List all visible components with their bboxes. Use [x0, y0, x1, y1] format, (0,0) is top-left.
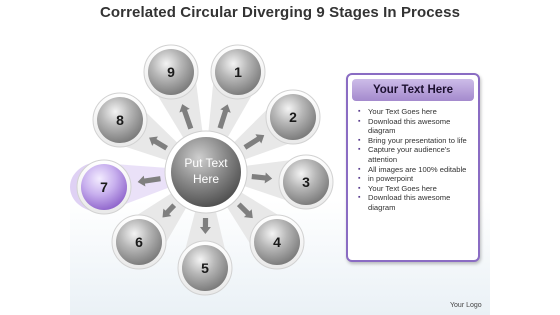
- stage-number: 6: [135, 234, 143, 250]
- panel-header: Your Text Here: [352, 79, 474, 101]
- panel-bullet-list: [348, 107, 478, 213]
- stage-number: 8: [116, 112, 124, 128]
- center-label-line-1: Put Text: [184, 156, 228, 170]
- stage-node-1: [211, 45, 265, 99]
- stage-number: 7: [100, 179, 108, 195]
- stage-number: 1: [234, 64, 242, 80]
- stage-node-9: [144, 45, 198, 99]
- stage-node-4: [250, 215, 304, 269]
- stage-number: 9: [167, 64, 175, 80]
- center-label-line-2: Here: [192, 172, 220, 186]
- stage-node-8: [93, 93, 147, 147]
- stage-number: 4: [273, 234, 281, 250]
- panel-bullet: ▪ Capture your audience's attention: [358, 145, 474, 164]
- stage-number: 3: [302, 174, 310, 190]
- panel-bullet: ▪ Download this awesome diagram: [358, 193, 474, 212]
- panel-bullet: ▪ in powerpoint: [358, 174, 474, 184]
- stage-node-3: [279, 155, 333, 209]
- stage-number: 2: [289, 109, 297, 125]
- stage-node-2: [266, 90, 320, 144]
- text-panel: [346, 73, 480, 262]
- panel-bullet: ▪ Your Text Goes here: [358, 107, 474, 117]
- panel-bullet: ▪ Download this awesome diagram: [358, 117, 474, 136]
- panel-bullet: ▪ Bring your presentation to life: [358, 136, 474, 146]
- slide-title: Correlated Circular Diverging 9 Stages In Process: [99, 4, 461, 21]
- stage-node-5: [178, 241, 232, 295]
- panel-bullet: ▪ All images are 100% editable: [358, 165, 474, 175]
- stage-node-6: [112, 215, 166, 269]
- center-hub: [165, 131, 247, 213]
- stage-number: 5: [201, 260, 209, 276]
- panel-bullet: ▪ Your Text Goes here: [358, 184, 474, 194]
- logo-text: Your Logo: [450, 302, 482, 309]
